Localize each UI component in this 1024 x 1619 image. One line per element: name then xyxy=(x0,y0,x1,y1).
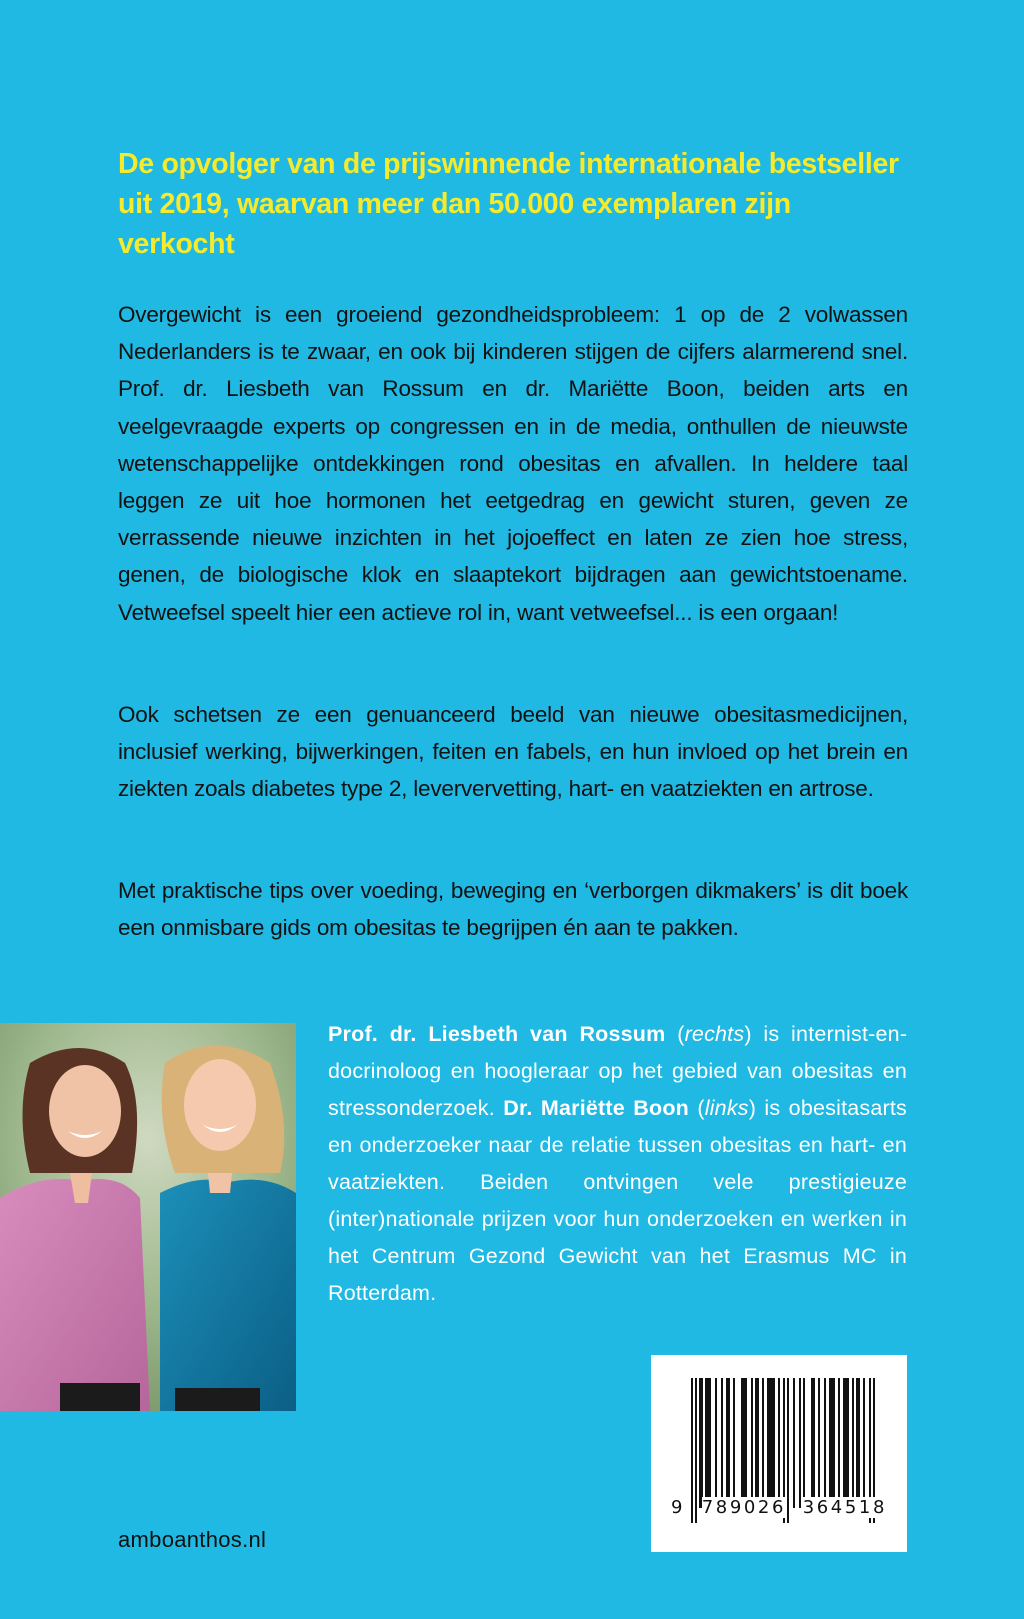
isbn-barcode xyxy=(651,1355,907,1552)
author1-position: rechts xyxy=(684,1022,745,1046)
author2-position: links xyxy=(704,1096,749,1120)
isbn-first-digit: 9 xyxy=(671,1497,686,1518)
paren-open: ( xyxy=(689,1096,705,1120)
author-bio xyxy=(328,1016,907,1312)
publisher-website: amboanthos.nl xyxy=(118,1527,267,1552)
isbn-number xyxy=(671,1497,891,1518)
author1-description: ) is internist-endocrinoloog en hoogleraar op het gebied van obesitas en stressonderzoek. xyxy=(328,1022,907,1120)
authors-photo-illustration xyxy=(0,1023,296,1411)
paren-open: ( xyxy=(665,1022,685,1046)
isbn-group-1: 789026 xyxy=(701,1497,787,1518)
author2-description: ) is obesitasarts en onderzoeker naar de relatie tussen obesitas en hart- en vaatziekten. Beiden ontvingen vele prestigieuze (inter)nationale prijzen voor hun onderzoeken en werken in het Centrum Gezond Gewicht van het Erasmus MC in Rotterdam. xyxy=(328,1096,907,1305)
blurb-paragraph-3: Met praktische tips over voeding, beweging en ‘verborgen dikmakers’ is dit boek een onmisbare gids om obesitas te begrijpen én aan te pakken. xyxy=(118,878,908,941)
author1-name: Prof. dr. Liesbeth van Rossum xyxy=(328,1022,666,1046)
author2-name: Dr. Mariëtte Boon xyxy=(503,1096,689,1120)
blurb-paragraph-2: Ook schetsen ze een genuanceerd beeld van nieuwe obesitasmedicijnen, inclusief werking, bijwerkingen, feiten en fabels, en hun invloed op het brein en ziekten zoals diabetes type 2, leververvetting, hart- en vaatziekten en artrose. xyxy=(118,702,908,802)
blurb-paragraph-1: Overgewicht is een groeiend gezondheidsprobleem: 1 op de 2 volwassen Nederlanders is te zwaar, en ook bij kinderen stijgen de cijfers alarmerend snel. Prof. dr. Liesbeth van Rossum en dr. Mariëtte Boon, beiden arts en veelgevraagde experts op congressen en in de media, onthullen de nieuwste wetenschappelijke ontdekkingen rond obesitas en afvallen. In heldere taal leggen ze uit hoe hormonen het eetgedrag en gewicht sturen, geven ze verrassende nieuwe inzichten in het jojoeffect en laten ze zien hoe stress, genen, de biologische klok en slaaptekort bijdragen aan gewichtstoename. Vetweefsel speelt hier een actieve rol in, want vetweefsel... is een orgaan! xyxy=(118,302,908,625)
headline-tagline: De opvolger van de prijswinnende internationale bestseller uit 2019, waarvan meer dan 50.000 exemplaren zijn verkocht xyxy=(118,148,899,260)
isbn-group-2: 364518 xyxy=(802,1497,888,1518)
authors-photo xyxy=(0,1023,296,1411)
